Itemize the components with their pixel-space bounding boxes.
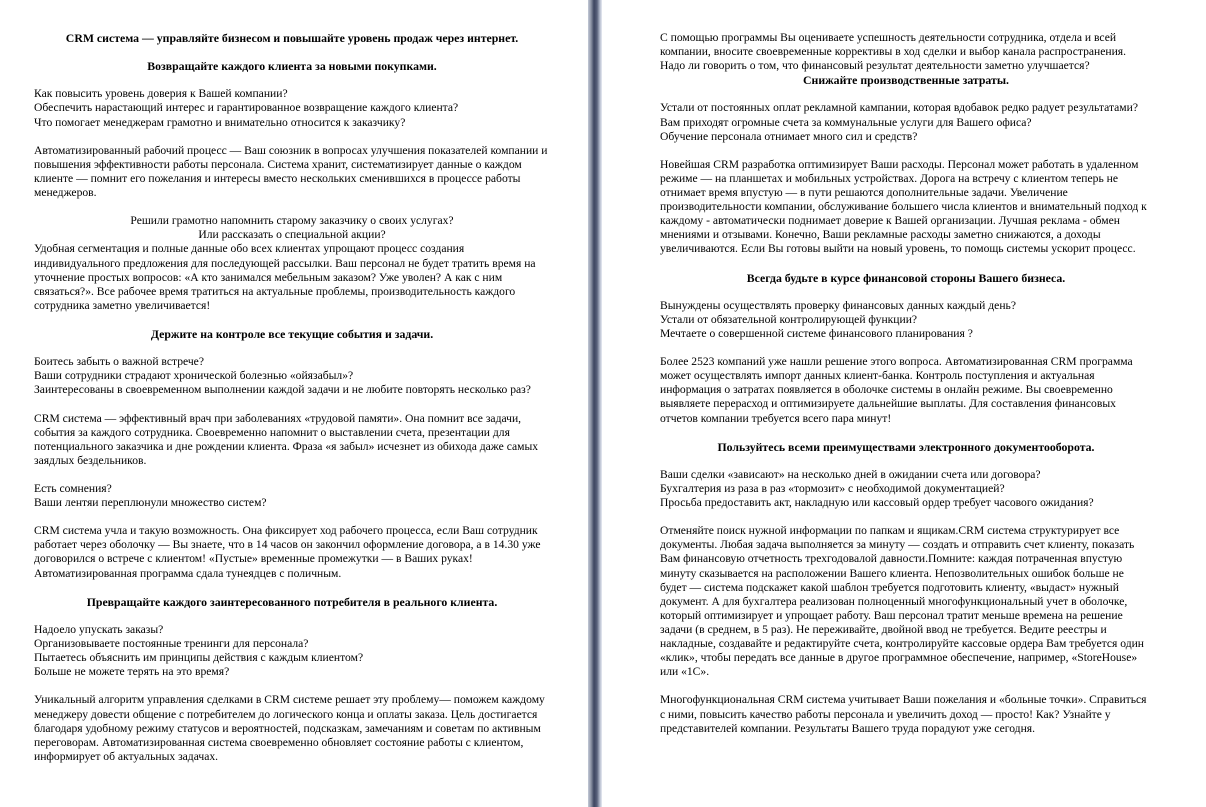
paragraph-algorithm: Уникальный алгоритм управления сделками в CRM системе решает эту проблему— поможем каждому менеджеру довести общение с потребителем до логического конца и оплаты заказа. Цель достигается благодаря удобному режиму статусов и вероятностей, подсказкам, замечаниям и советам по активным переговорам. Автоматизированная система своевременно обновляет состояние работы с клиентом, информирует об актуальных задачах.: [34, 693, 545, 763]
paragraph-optimization: Новейшая CRM разработка оптимизирует Ваши расходы. Персонал может работать в удаленном режиме — на планшетах и мобильных устройствах. Дорога на встречу с клиентом теперь не отнимает время впустую — в пути решаются дополнительные задачи. Увеличение производительности компании, обслуживание большего числа клиентов и внимательный подход к каждому - автоматически поднимает доверие к Вашей организации. Лучшая реклама - обмен мнениями и отзывами. Конечно, Ваши рекламные расходы заметно снижаются, а доходы увеличиваются. Если Вы готовы выйти на новый уровень, то помощь системы ускорит процесс.: [660, 157, 1147, 256]
paragraph-automation: Автоматизированный рабочий процесс — Ваш союзник в вопросах улучшения показателей компании и повышения эффективности работы персонала. Система хранит, систематизирует данные о каждом клиенте — помнит его пожелания и интересы вместо нескольких сменившихся в процессе работы менеджеров.: [34, 143, 548, 200]
centered-question-line: Или рассказать о специальной акции?: [198, 228, 386, 242]
paragraph-tracking: CRM система учла и такую возможность. Она фиксирует ход рабочего процесса, если Ваш сотрудник работает через оболочку — Вы знаете, что в 14 часов он закончил оформление договора, а в 14.30 уже договорился о встрече с клиентом! «Пустые» временные промежутки — в Ваших руках! Автоматизированная программа сдала тунеядцев с поличным.: [34, 524, 541, 580]
heading-return-clients: Возвращайте каждого клиента за новыми покупками.: [147, 59, 437, 74]
right-page: [602, 0, 1206, 807]
question-line: Как повысить уровень доверия к Вашей компании?: [34, 87, 288, 101]
questions-orders: [34, 623, 550, 679]
question-line: Обеспечить нарастающий интерес и гарантированное возвращение каждого клиента?: [34, 101, 459, 115]
heading-convert-clients: Превращайте каждого заинтересованного потребителя в реального клиента.: [86, 594, 498, 609]
question-line: Вынуждены осуществлять проверку финансовых данных каждый день?: [660, 298, 1016, 312]
question-line: Боитесь забыть о важной встрече?: [34, 355, 204, 369]
left-column: [34, 31, 550, 778]
question-line: Больше не можете терять на это время?: [34, 665, 230, 679]
page-gutter: [588, 0, 602, 807]
heading-documents: Пользуйтесь всеми преимуществами электронного документооборота.: [717, 439, 1095, 454]
paragraph-conclusion: Многофункциональная CRM система учитывает Ваши пожелания и «больные точки». Справиться с ними, повысить качество работы персонала и увеличить доход — просто! Как? Узнайте у представителей компании. Результаты Вашего труда порадуют уже сегодня.: [660, 693, 1147, 735]
questions-documents: [660, 468, 1152, 510]
question-line: Ваши лентяи переплюнули множество систем?: [34, 496, 267, 510]
paragraph-document-flow: Отменяйте поиск нужной информации по папкам и ящикам.CRM система структурирует все документы. Любая задача выполняется за минуту — создать и отправить счет клиенту, показать Вам финансовую отчетность трехгодовалой давности.Помните: каждая потраченная впустую минуту сказывается на расположении Вашего клиента. Непозволительных ошибок больше не будет — система подскажет какой шаблон требуется подготовить клиенту, «выдаст» нужный документ. А для бухгалтера реализован полноценный многофункциональный учет в оболочке, который оптимизирует и упрощает работу. Ваш персонал тратит меньше времена на решение задачи (в среднем, в 5 раз). Не переживайте, двойной ввод не требуется. Ведите реестры и накладные, создавайте и редактируйте счета, контролируйте кассовые ордера Вам требуется один «клик», чтобы передать все данные в другое программное обеспечение, например, «StoreHouse» или «1С».: [660, 524, 1145, 679]
heading-reduce-costs: Снижайте производственные затраты.: [803, 73, 1009, 88]
question-line: Надоело упускать заказы?: [34, 622, 164, 636]
questions-finance: [660, 299, 1152, 341]
question-line: Мечтаете о совершенной системе финансового планирования ?: [660, 326, 973, 340]
heading-finance: Всегда будьте в курсе финансовой стороны Вашего бизнеса.: [746, 270, 1066, 285]
question-line: Организовываете постоянные тренинги для персонала?: [34, 637, 309, 651]
question-line: Что помогает менеджерам грамотно и внимательно относится к заказчику?: [34, 115, 406, 129]
paragraph-evaluation: С помощью программы Вы оцениваете успешность деятельности сотрудника, отдела и всей компании, вносите своевременные коррективы в ход сделки и выбор канала распространения. Надо ли говорить о том, что финансовый результат деятельности заметно улучшается?: [660, 31, 1127, 73]
paragraph-memory: CRM система — эффективный врач при заболеваниях «трудовой памяти». Она помнит все задачи, события за каждого сотрудника. Своевременно напомнит о выставлении счета, презентации для потенциального заказчика и дне рождении клиента. Фраза «я забыл» исчезнет из обихода даже самых заядлых бездельников.: [34, 411, 539, 467]
question-line: Просьба предоставить акт, накладную или кассовый ордер требует часового ожидания?: [660, 496, 1094, 510]
questions-costs: [660, 101, 1152, 143]
centered-question-line: Решили грамотно напомнить старому заказчику о своих услугах?: [130, 214, 454, 228]
question-line: Бухгалтерия из раза в раз «тормозит» с необходимой документацией?: [660, 482, 1005, 495]
centered-questions: [34, 214, 550, 242]
question-line: Ваши сотрудники страдают хронической болезнью «ойязабыл»?: [34, 369, 354, 383]
paragraph-segmentation: Удобная сегментация и полные данные обо всех клиентах упрощают процесс создания индивидуального предложения для последующей рассылки. Ваш персонал не будет тратить время на уточнение простых вопросов: «А кто занимался мебельным заказом? Уже уволен? А как с ним связаться?». Все рабочее время тратиться на актуальные проблемы, производительность каждого сотрудника заметно увеличивается!: [34, 242, 536, 312]
question-line: Пытаетесь объяснить им принципы действия с каждым клиентом?: [34, 651, 364, 665]
left-page: [0, 0, 588, 807]
question-line: Есть сомнения?: [34, 482, 112, 495]
question-line: Устали от обязательной контролирующей функции?: [660, 312, 918, 326]
paragraph-bank-import: Более 2523 компаний уже нашли решение этого вопроса. Автоматизированная CRM программа может осуществлять импорт данных клиент-банка. Контроль поступления и актуальная информация о затратах появляется в оболочке системы в онлайн режиме. Вы своевременно выявляете перерасход и оптимизируете дальнейшие выплаты. Для составления финансовых отчетов компании требуется всего пара минут!: [660, 355, 1133, 425]
question-line: Ваши сделки «зависают» на несколько дней в ожидании счета или договора?: [660, 467, 1041, 481]
questions-meetings: [34, 355, 550, 397]
question-line: Обучение персонала отнимает много сил и средств?: [660, 129, 918, 143]
question-line: Вам приходят огромные счета за коммунальные услуги для Вашего офиса?: [660, 115, 1032, 129]
questions-trust: [34, 87, 550, 129]
heading-control-events: Держите на контроле все текущие события и задачи.: [150, 326, 434, 341]
questions-doubts: [34, 482, 550, 510]
right-column: [660, 31, 1152, 750]
document-title: CRM система — управляйте бизнесом и повышайте уровень продаж через интернет.: [65, 31, 519, 45]
question-line: Устали от постоянных оплат рекламной кампании, которая вдобавок редко радует результатами?: [660, 101, 1138, 115]
question-line: Заинтересованы в своевременном выполнении каждой задачи и не любите повторять несколько раз?: [34, 383, 531, 397]
